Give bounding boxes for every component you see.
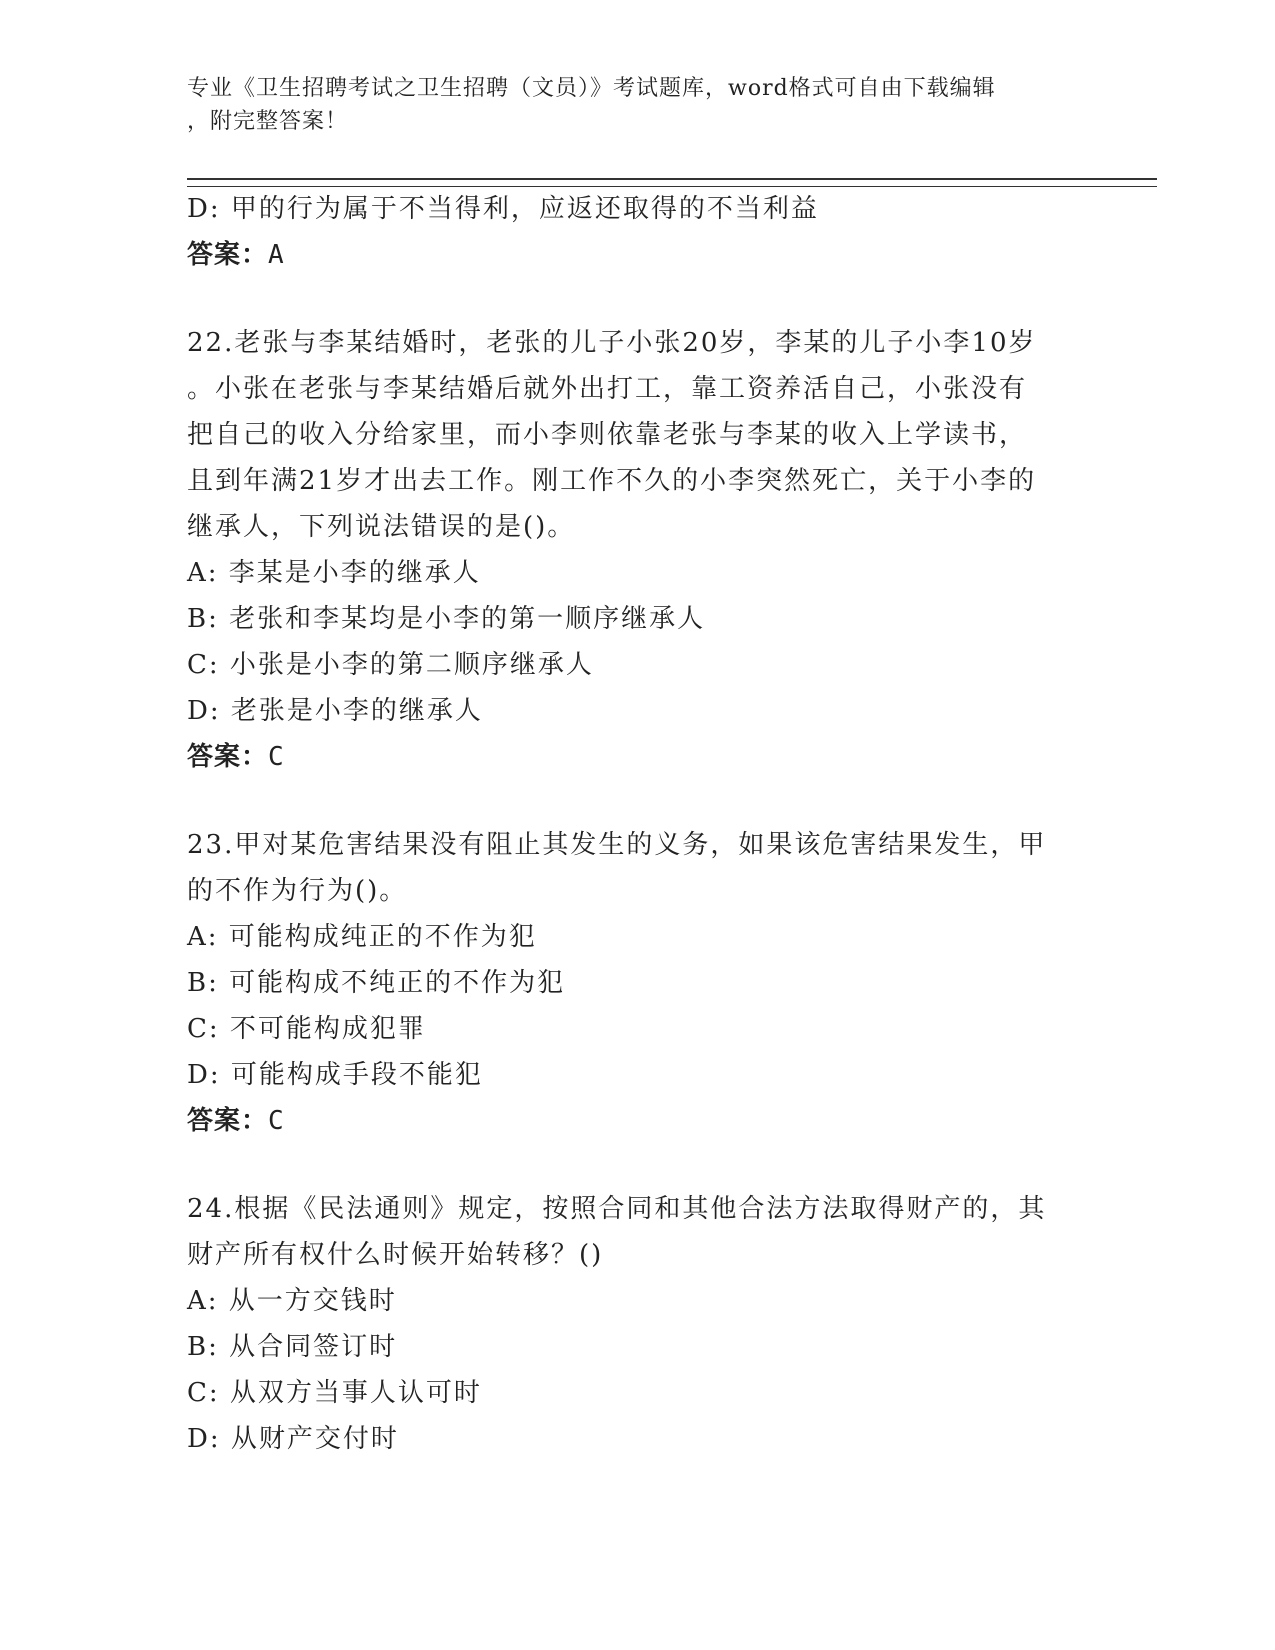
option-c: C: 不可能构成犯罪 xyxy=(187,1014,426,1044)
document-header xyxy=(187,72,1067,138)
question-text-line: 财产所有权什么时候开始转移？() xyxy=(187,1240,604,1270)
question-text-line: 把自己的收入分给家里，而小李则依靠老张与李某的收入上学读书， xyxy=(187,420,1028,450)
question-text-line: 继承人，下列说法错误的是()。 xyxy=(187,512,576,542)
document-body xyxy=(187,186,1087,1462)
option-d: D: 老张是小李的继承人 xyxy=(187,696,483,726)
question-text-line: 。小张在老张与李某结婚后就外出打工，靠工资养活自己，小张没有 xyxy=(187,374,1028,404)
option-a: A: 可能构成纯正的不作为犯 xyxy=(187,922,537,952)
answer xyxy=(187,232,1087,278)
question-text-line: 22.老张与李某结婚时，老张的儿子小张20岁，李某的儿子小李10岁 xyxy=(187,328,1037,358)
question-22 xyxy=(187,320,1087,780)
option-b: B: 可能构成不纯正的不作为犯 xyxy=(187,968,566,998)
question-23 xyxy=(187,822,1087,1144)
option-b: B: 从合同签订时 xyxy=(187,1332,398,1362)
question-21-tail xyxy=(187,186,1087,278)
spacer xyxy=(187,278,1087,320)
question-text-line: 且到年满21岁才出去工作。刚工作不久的小李突然死亡，关于小李的 xyxy=(187,466,1037,496)
answer-value: C xyxy=(268,742,286,772)
question-text-line: 24.根据《民法通则》规定，按照合同和其他合法方法取得财产的，其 xyxy=(187,1194,1047,1224)
answer-label: 答案： xyxy=(187,742,269,772)
answer-label: 答案： xyxy=(187,240,269,270)
option-c: C: 小张是小李的第二顺序继承人 xyxy=(187,650,594,680)
header-line-2: ，附完整答案！ xyxy=(187,109,349,134)
spacer xyxy=(187,1144,1087,1186)
option-d: D: 可能构成手段不能犯 xyxy=(187,1060,483,1090)
answer xyxy=(187,1098,1087,1144)
answer-value: A xyxy=(268,240,286,270)
option-a: A: 从一方交钱时 xyxy=(187,1286,397,1316)
question-text-line: 的不作为行为()。 xyxy=(187,876,408,906)
answer-label: 答案： xyxy=(187,1106,269,1136)
option-a: A: 李某是小李的继承人 xyxy=(187,558,481,588)
question-24 xyxy=(187,1186,1087,1462)
answer-value: C xyxy=(268,1106,286,1136)
option-b: B: 老张和李某均是小李的第一顺序继承人 xyxy=(187,604,706,634)
option-d: D: 从财产交付时 xyxy=(187,1424,399,1454)
header-line-1: 专业《卫生招聘考试之卫生招聘（文员）》考试题库，word格式可自由下载编辑 xyxy=(187,76,996,101)
answer xyxy=(187,734,1087,780)
spacer xyxy=(187,780,1087,822)
option-d: D: 甲的行为属于不当得利，应返还取得的不当利益 xyxy=(187,194,819,224)
option-c: C: 从双方当事人认可时 xyxy=(187,1378,482,1408)
question-text-line: 23.甲对某危害结果没有阻止其发生的义务，如果该危害结果发生，甲 xyxy=(187,830,1047,860)
